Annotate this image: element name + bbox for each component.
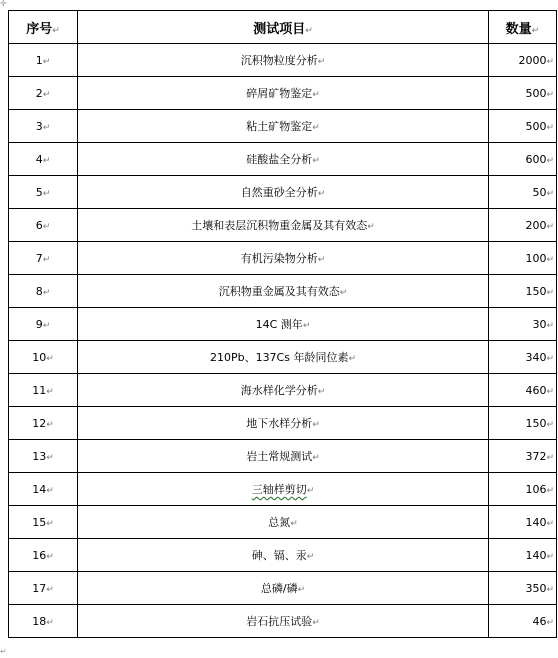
paragraph-mark-icon: ↵ — [46, 386, 54, 397]
item-cell[interactable] — [78, 275, 489, 308]
paragraph-mark-icon: ↵ — [546, 551, 554, 562]
paragraph-mark-icon: ↵ — [42, 221, 51, 232]
paragraph-mark-icon: ↵ — [42, 89, 51, 100]
table-row — [9, 341, 557, 374]
header-qty-cell[interactable] — [488, 11, 556, 44]
paragraph-mark-icon: ↵ — [546, 353, 554, 364]
item-cell[interactable] — [78, 572, 489, 605]
paragraph-mark-icon: ↵ — [46, 452, 54, 463]
row-num: 18 — [32, 614, 47, 628]
num-cell[interactable] — [9, 77, 78, 110]
paragraph-mark-icon: ↵ — [312, 156, 320, 166]
paragraph-mark-icon: ↵ — [546, 518, 554, 529]
paragraph-mark-icon: ↵ — [52, 25, 60, 36]
num-cell[interactable] — [9, 275, 78, 308]
row-num: 16 — [32, 548, 47, 562]
item-cell[interactable] — [78, 176, 489, 209]
paragraph-mark-icon: ↵ — [546, 320, 554, 331]
item-cell[interactable] — [78, 539, 489, 572]
row-qty: 340 — [525, 350, 547, 364]
paragraph-mark-icon: ↵ — [305, 25, 313, 36]
row-item: 三轴样剪切 — [251, 483, 307, 496]
row-num: 15 — [32, 515, 47, 529]
paragraph-mark-icon: ↵ — [317, 57, 326, 67]
paragraph-mark-icon: ↵ — [317, 387, 326, 397]
header-item-cell[interactable] — [78, 11, 489, 44]
item-cell[interactable] — [78, 77, 489, 110]
item-cell[interactable] — [78, 473, 489, 506]
row-qty: 500 — [525, 119, 547, 133]
row-num: 9 — [35, 317, 43, 331]
paragraph-mark-icon: ↵ — [297, 585, 306, 595]
table-row — [9, 242, 557, 275]
paragraph-mark-icon: ↵ — [46, 485, 54, 496]
paragraph-mark-icon: ↵ — [546, 452, 554, 463]
paragraph-mark-icon: ↵ — [42, 155, 51, 166]
table-row — [9, 176, 557, 209]
row-num: 12 — [32, 416, 47, 430]
item-cell[interactable] — [78, 209, 489, 242]
paragraph-mark-icon: ↵ — [42, 287, 51, 298]
qty-cell[interactable] — [488, 275, 556, 308]
row-num: 6 — [35, 218, 43, 232]
row-qty: 500 — [525, 86, 547, 100]
table-row — [9, 374, 557, 407]
row-item: 硅酸盐全分析 — [246, 153, 313, 166]
item-cell[interactable] — [78, 143, 489, 176]
table-row — [9, 605, 557, 638]
table-row — [9, 407, 557, 440]
row-item: 砷、镉、汞 — [251, 549, 307, 562]
row-item: 总磷/磷 — [260, 582, 298, 595]
row-qty: 30 — [532, 317, 547, 331]
paragraph-mark-icon: ↵ — [302, 321, 311, 331]
paragraph-mark-icon: ↵ — [42, 320, 51, 331]
row-qty: 460 — [525, 383, 547, 397]
row-item: 沉积物重金属及其有效态 — [218, 285, 340, 298]
row-qty: 46 — [532, 614, 547, 628]
num-cell[interactable] — [9, 440, 78, 473]
row-num: 17 — [32, 581, 47, 595]
table-row — [9, 440, 557, 473]
row-qty: 140 — [525, 515, 547, 529]
row-item: 沉积物粒度分析 — [240, 54, 318, 67]
paragraph-mark-icon: ↵ — [531, 25, 540, 36]
row-qty: 106 — [525, 482, 547, 496]
row-item: 总氮 — [268, 516, 291, 529]
qty-cell[interactable] — [488, 77, 556, 110]
num-cell[interactable] — [9, 539, 78, 572]
row-qty: 140 — [525, 548, 547, 562]
row-num: 8 — [35, 284, 43, 298]
paragraph-mark-icon: ↵ — [546, 584, 554, 595]
row-item: 土壤和表层沉积物重金属及其有效态 — [191, 219, 368, 232]
item-cell[interactable] — [78, 506, 489, 539]
row-qty: 150 — [525, 284, 547, 298]
row-qty: 600 — [525, 152, 547, 166]
num-cell[interactable] — [9, 308, 78, 341]
num-cell[interactable] — [9, 473, 78, 506]
paragraph-mark-icon: ↵ — [546, 56, 554, 67]
qty-cell[interactable] — [488, 308, 556, 341]
row-qty: 150 — [525, 416, 547, 430]
num-cell[interactable] — [9, 176, 78, 209]
num-cell[interactable] — [9, 143, 78, 176]
qty-cell[interactable] — [488, 539, 556, 572]
qty-cell[interactable] — [488, 242, 556, 275]
table-header-row — [9, 11, 557, 44]
header-qty-label: 数量 — [505, 21, 532, 37]
table-move-handle-icon[interactable]: ✛ — [0, 0, 7, 8]
paragraph-mark-icon: ↵ — [312, 123, 320, 133]
row-qty: 100 — [525, 251, 547, 265]
row-item: 岩土常规测试 — [246, 450, 313, 463]
num-cell[interactable] — [9, 209, 78, 242]
paragraph-mark-icon: ↵ — [290, 519, 298, 529]
row-qty: 350 — [525, 581, 547, 595]
item-cell[interactable] — [78, 407, 489, 440]
row-num: 14 — [32, 482, 47, 496]
num-cell[interactable] — [9, 44, 78, 77]
qty-cell[interactable] — [488, 605, 556, 638]
item-cell[interactable] — [78, 44, 489, 77]
qty-cell[interactable] — [488, 473, 556, 506]
item-cell[interactable] — [78, 110, 489, 143]
num-cell[interactable] — [9, 506, 78, 539]
qty-cell[interactable] — [488, 374, 556, 407]
paragraph-mark-icon: ↵ — [348, 354, 357, 364]
item-cell[interactable] — [78, 374, 489, 407]
paragraph-mark-icon: ↵ — [546, 155, 554, 166]
table-row — [9, 110, 557, 143]
num-cell[interactable] — [9, 341, 78, 374]
table-row — [9, 44, 557, 77]
paragraph-mark-icon: ↵ — [312, 453, 320, 463]
row-item: 海水样化学分析 — [240, 384, 318, 397]
header-num-cell[interactable] — [9, 11, 78, 44]
paragraph-mark-icon: ↵ — [46, 353, 54, 364]
paragraph-mark-icon: ↵ — [546, 485, 554, 496]
num-cell[interactable] — [9, 605, 78, 638]
row-item: 自然重砂全分析 — [240, 186, 318, 199]
item-cell[interactable] — [78, 605, 489, 638]
row-item: 210Pb、137Cs 年龄同位素 — [209, 351, 349, 364]
qty-cell[interactable] — [488, 176, 556, 209]
item-cell[interactable] — [78, 440, 489, 473]
paragraph-mark-icon: ↵ — [546, 287, 554, 298]
row-item: 岩石抗压试验 — [246, 615, 313, 628]
item-cell[interactable] — [78, 242, 489, 275]
row-num: 3 — [35, 119, 43, 133]
paragraph-mark-icon: ↵ — [546, 221, 554, 232]
paragraph-mark-icon: ↵ — [546, 386, 554, 397]
test-items-table — [8, 10, 557, 638]
paragraph-mark-icon: ↵ — [546, 254, 554, 265]
table-row — [9, 473, 557, 506]
row-num: 10 — [32, 350, 47, 364]
row-item: 粘土矿物鉴定 — [246, 120, 313, 133]
table-row — [9, 539, 557, 572]
row-num: 7 — [35, 251, 43, 265]
row-item: 地下水样分析 — [246, 417, 313, 430]
row-num: 1 — [35, 53, 43, 67]
row-qty: 200 — [525, 218, 547, 232]
row-qty: 50 — [532, 185, 547, 199]
paragraph-mark-icon: ↵ — [0, 647, 7, 656]
item-cell[interactable] — [78, 341, 489, 374]
paragraph-mark-icon: ↵ — [312, 618, 320, 628]
paragraph-mark-icon: ↵ — [46, 518, 54, 529]
qty-cell[interactable] — [488, 572, 556, 605]
row-qty: 2000 — [518, 53, 547, 67]
num-cell[interactable] — [9, 407, 78, 440]
row-num: 2 — [35, 86, 43, 100]
paragraph-mark-icon: ↵ — [46, 584, 54, 595]
num-cell[interactable] — [9, 110, 78, 143]
table-row — [9, 77, 557, 110]
table-row — [9, 506, 557, 539]
table-row — [9, 275, 557, 308]
row-qty: 372 — [525, 449, 547, 463]
row-num: 5 — [35, 185, 43, 199]
table-row — [9, 209, 557, 242]
paragraph-mark-icon: ↵ — [312, 420, 320, 430]
paragraph-mark-icon: ↵ — [546, 617, 554, 628]
table-row — [9, 143, 557, 176]
paragraph-mark-icon: ↵ — [317, 189, 326, 199]
row-num: 13 — [32, 449, 47, 463]
header-item-label: 测试项目 — [253, 21, 306, 37]
paragraph-mark-icon: ↵ — [46, 617, 54, 628]
paragraph-mark-icon: ↵ — [306, 552, 315, 562]
paragraph-mark-icon: ↵ — [42, 122, 51, 133]
row-num: 11 — [32, 383, 47, 397]
paragraph-mark-icon: ↵ — [306, 486, 315, 496]
num-cell[interactable] — [9, 374, 78, 407]
paragraph-mark-icon: ↵ — [46, 551, 54, 562]
header-num-label: 序号 — [26, 21, 53, 37]
qty-cell[interactable] — [488, 44, 556, 77]
paragraph-mark-icon: ↵ — [546, 122, 554, 133]
paragraph-mark-icon: ↵ — [339, 288, 348, 298]
num-cell[interactable] — [9, 242, 78, 275]
item-cell[interactable] — [78, 308, 489, 341]
row-item: 碎屑矿物鉴定 — [246, 87, 313, 100]
qty-cell[interactable] — [488, 209, 556, 242]
table-row — [9, 572, 557, 605]
paragraph-mark-icon: ↵ — [312, 90, 320, 100]
num-cell[interactable] — [9, 572, 78, 605]
qty-cell[interactable] — [488, 506, 556, 539]
table-row — [9, 308, 557, 341]
qty-cell[interactable] — [488, 407, 556, 440]
row-item: 有机污染物分析 — [240, 252, 318, 265]
paragraph-mark-icon: ↵ — [317, 255, 326, 265]
qty-cell[interactable] — [488, 110, 556, 143]
qty-cell[interactable] — [488, 341, 556, 374]
qty-cell[interactable] — [488, 143, 556, 176]
paragraph-mark-icon: ↵ — [42, 188, 51, 199]
row-item: 14C 测年 — [255, 318, 303, 331]
paragraph-mark-icon: ↵ — [546, 89, 554, 100]
paragraph-mark-icon: ↵ — [546, 419, 554, 430]
row-num: 4 — [35, 152, 43, 166]
paragraph-mark-icon: ↵ — [42, 254, 51, 265]
paragraph-mark-icon: ↵ — [42, 56, 51, 67]
paragraph-mark-icon: ↵ — [546, 188, 554, 199]
qty-cell[interactable] — [488, 440, 556, 473]
paragraph-mark-icon: ↵ — [46, 419, 54, 430]
paragraph-mark-icon: ↵ — [367, 222, 375, 232]
